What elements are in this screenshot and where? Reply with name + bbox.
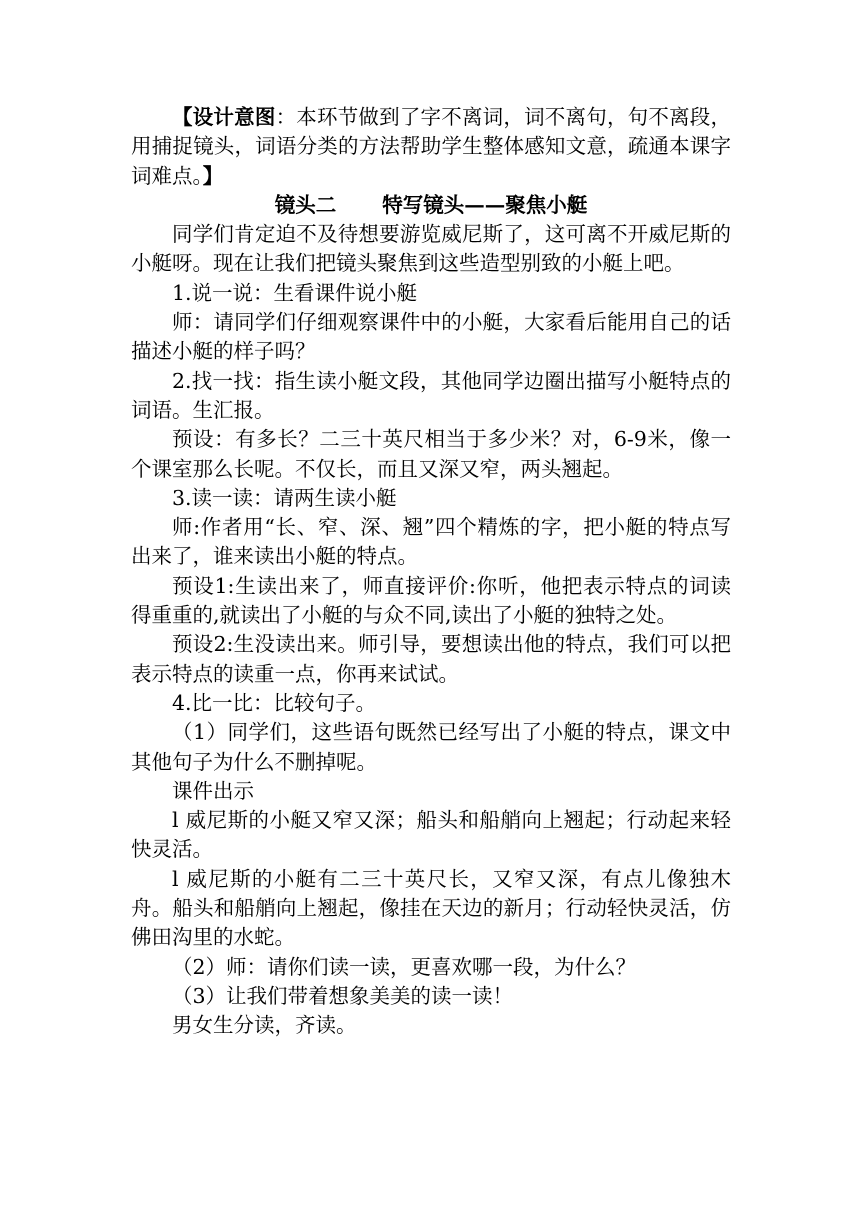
paragraph-preset-length: 预设：有多长？二三十英尺相当于多少米？对，6-9米，像一个课室那么长呢。不仅长，而且又深又窄，两头翘起。 [131, 427, 731, 481]
design-intent-paragraph [131, 103, 731, 191]
paragraph-courseware: 课件出示 [172, 778, 254, 803]
paragraph-closing: 男女生分读，齐读。 [172, 1013, 357, 1038]
paragraph-preset-2: 预设2:生没读出来。师引导，要想读出他的特点，我们可以把表示特点的读重一点，你再来试试。 [131, 632, 731, 686]
design-intent-close: 】 [202, 163, 224, 188]
paragraph-question-1: （1）同学们，这些语句既然已经写出了小艇的特点，课文中其他句子为什么不删掉呢。 [131, 720, 731, 774]
document-page [131, 103, 731, 1041]
paragraph-intro: 同学们肯定迫不及待想要游览威尼斯了，这可离不开威尼斯的小艇呀。现在让我们把镜头聚焦到这些造型别致的小艇上吧。 [131, 222, 731, 276]
paragraph-step-3: 3.读一读：请两生读小艇 [172, 485, 397, 510]
section-heading [131, 191, 731, 220]
paragraph-question-3: （3）让我们带着想象美美的读一读！ [172, 983, 514, 1008]
paragraph-teacher-1: 师：请同学们仔细观察课件中的小艇，大家看后能用自己的话描述小艇的样子吗？ [131, 310, 731, 364]
paragraph-step-1: 1.说一说：生看课件说小艇 [172, 280, 418, 305]
design-intent-text: ：本环节做到了字不离词，词不离句，句不离段，用捕捉镜头，词语分类的方法帮助学生整体感知文意，疏通本课字词难点。 [131, 105, 732, 188]
section-heading-part1: 镜头二 [274, 192, 337, 217]
section-heading-part2: 特写镜头——聚焦小艇 [382, 192, 588, 217]
paragraph-sentence-a: l 威尼斯的小艇又窄又深；船头和船艄向上翘起；行动起来轻快灵活。 [131, 808, 731, 862]
paragraph-step-2: 2.找一找：指生读小艇文段，其他同学边圈出描写小艇特点的词语。生汇报。 [131, 368, 731, 422]
paragraph-step-4: 4.比一比：比较句子。 [172, 690, 377, 715]
design-intent-label: 【设计意图 [172, 105, 276, 129]
paragraph-question-2: （2）师：请你们读一读，更喜欢哪一段，为什么？ [172, 954, 637, 979]
paragraph-sentence-b: l 威尼斯的小艇有二三十英尺长，又窄又深，有点儿像独木舟。船头和船艄向上翘起，像挂在天边的新月；行动轻快灵活，仿佛田沟里的水蛇。 [131, 866, 731, 950]
paragraph-preset-1: 预设1:生读出来了，师直接评价:你听，他把表示特点的词读得重重的,就读出了小艇的与众不同,读出了小艇的独特之处。 [131, 573, 731, 628]
paragraph-teacher-2: 师:作者用“长、窄、深、翘”四个精炼的字，把小艇的特点写出来了，谁来读出小艇的特点。 [131, 515, 731, 569]
